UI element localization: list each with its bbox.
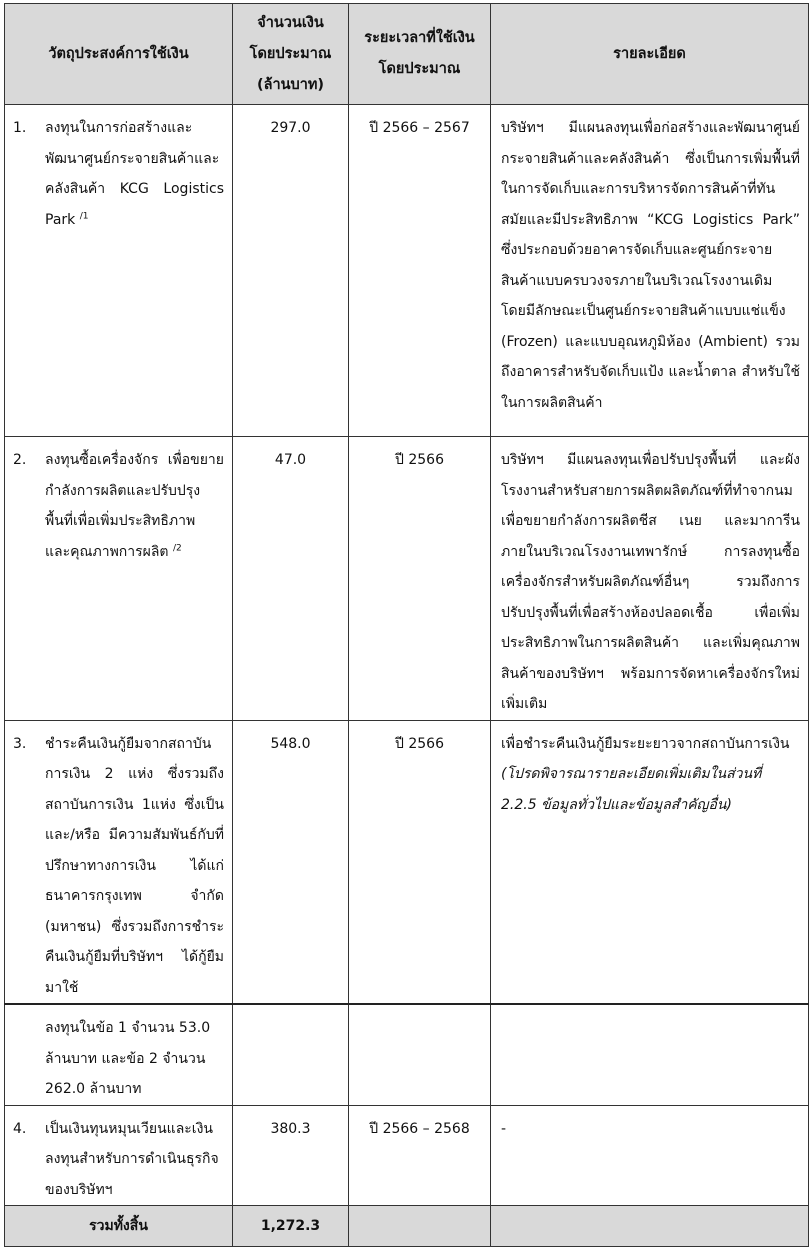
row-index: 3. [13, 735, 27, 752]
period-cell: ปี 2566 – 2568 [349, 1105, 491, 1206]
total-amount: 1,272.3 [233, 1206, 349, 1247]
table-row [5, 1105, 809, 1206]
total-label: รวมทั้งสิ้น [5, 1206, 233, 1247]
amount-cell: 548.0 [233, 720, 349, 1004]
total-period-empty [349, 1206, 491, 1247]
amount-cell: 380.3 [233, 1105, 349, 1206]
amount-cell: 297.0 [233, 105, 349, 437]
period-cell: ปี 2566 [349, 720, 491, 1004]
detail-cell: บริษัทฯ มีแผนลงทุนเพื่อก่อสร้างและพัฒนาศูนย์กระจายสินค้าและคลังสินค้า ซึ่งเป็นการเพิ่มพื้นที่ในการจัดเก็บและการบริหารจัดการสินค้าที่ทันสมัยและมีประสิทธิภาพ “KCG Logistics Park” ซึ่งประกอบด้วยอาคารจัดเก็บและศูนย์กระจายสินค้าแบบครบวงจรภายในบริเวณโรงงานเดิม โดยมีลักษณะเป็นศูนย์กระจายสินค้าแบบแช่แข็ง (Frozen) และแบบอุณหภูมิห้อง (Ambient) รวมถึงอาคารสำหรับจัดเก็บแป้ง และน้ำตาล สำหรับใช้ในการผลิตสินค้า [491, 105, 809, 437]
purpose-text: ชำระคืนเงินกู้ยืมจากสถาบันการเงิน 2 แห่ง ซึ่งรวมถึงสถาบันการเงิน 1แห่ง ซึ่งเป็น และ/หรือ มีความสัมพันธ์กับที่ปรึกษาทางการเงิน ได้แก่ ธนาคารกรุงเทพ จำกัด (มหาชน) ซึ่งรวมถึงการชำระคืนเงินกู้ยืมที่บริษัทฯ ได้กู้ยืมมาใช้ [45, 735, 224, 996]
table-row-continuation [5, 1004, 809, 1105]
detail-text: เพื่อชำระคืนเงินกู้ยืมระยะยาวจากสถาบันการเงิน [501, 735, 790, 752]
header-period-line1: ระยะเวลาที่ใช้เงิน [364, 30, 475, 46]
header-purpose: วัตถุประสงค์การใช้เงิน [5, 4, 233, 105]
purpose-continuation-cell: ลงทุนในข้อ 1 จำนวน 53.0 ล้านบาท และข้อ 2 จำนวน 262.0 ล้านบาท [5, 1004, 233, 1105]
row-index: 4. [13, 1120, 27, 1137]
detail-cell: - [491, 1105, 809, 1206]
purpose-cell [5, 437, 233, 721]
table-row [5, 437, 809, 721]
row-index: 2. [13, 452, 27, 468]
amount-cell: 47.0 [233, 437, 349, 721]
purpose-text: เป็นเงินทุนหมุนเวียนและเงินลงทุนสำหรับการดำเนินธุรกิจของบริษัทฯ [45, 1120, 219, 1198]
purpose-text: ลงทุนซื้อเครื่องจักร เพื่อขยายกำลังการผลิตและปรับปรุงพื้นที่เพื่อเพิ่มประสิทธิภาพ และคุณภาพการผลิต [45, 452, 224, 560]
period-cell: ปี 2566 [349, 437, 491, 721]
total-row [5, 1206, 809, 1247]
detail-reference-note: (โปรดพิจารณารายละเอียดเพิ่มเติมในส่วนที่ 2.2.5 ข้อมูลทั่วไปและข้อมูลสำคัญอื่น) [501, 766, 762, 813]
header-period [349, 4, 491, 105]
detail-cell: บริษัทฯ มีแผนลงทุนเพื่อปรับปรุงพื้นที่ และผังโรงงานสำหรับสายการผลิตผลิตภัณฑ์ที่ทำจากนม เพื่อขยายกำลังการผลิตชีส เนย และมาการีน ภายในบริเวณโรงงานเทพารักษ์ การลงทุนซื้อเครื่องจักรสำหรับผลิตภัณฑ์อื่นๆ รวมถึงการปรับปรุงพื้นที่เพื่อสร้างห้องปลอดเชื้อ เพื่อเพิ่มประสิทธิภาพในการผลิตสินค้า และเพิ่มคุณภาพสินค้าของบริษัทฯ พร้อมการจัดหาเครื่องจักรใหม่เพิ่มเติม [491, 437, 809, 721]
purpose-text: ลงทุนในการก่อสร้างและพัฒนาศูนย์กระจายสินค้าและคลังสินค้า KCG Logistics Park [45, 120, 224, 228]
header-amount-line3: (ล้านบาท) [256, 76, 325, 93]
use-of-proceeds-table [4, 3, 809, 1247]
period-cell-empty [349, 1004, 491, 1105]
header-amount-line2: โดยประมาณ [249, 45, 332, 62]
total-detail-empty [491, 1206, 809, 1247]
row-index: 1. [13, 120, 27, 136]
period-cell: ปี 2566 – 2567 [349, 105, 491, 437]
header-detail: รายละเอียด [491, 4, 809, 105]
detail-cell [491, 720, 809, 1004]
detail-cell-empty [491, 1004, 809, 1105]
header-amount-line1: จำนวนเงิน [257, 14, 324, 31]
amount-cell-empty [233, 1004, 349, 1105]
purpose-cell [5, 105, 233, 437]
header-period-line2: โดยประมาณ [378, 61, 461, 77]
table-row [5, 720, 809, 1004]
footnote-marker: /2 [172, 542, 182, 553]
table-row [5, 105, 809, 437]
header-row [5, 4, 809, 105]
footnote-marker: /1 [79, 210, 89, 221]
purpose-cell [5, 1105, 233, 1206]
purpose-cell [5, 720, 233, 1004]
header-amount [233, 4, 349, 105]
